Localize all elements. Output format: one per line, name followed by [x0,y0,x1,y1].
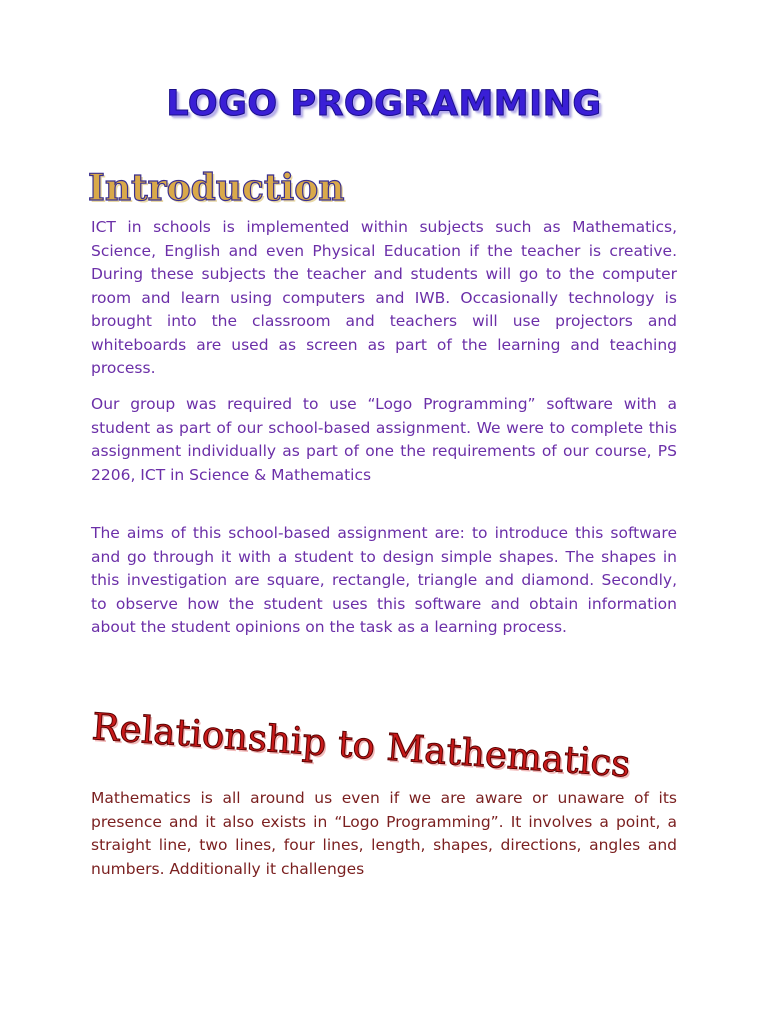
intro-paragraph-2: Our group was required to use “Logo Programming” software with a student as part of our school-based assignment. We were to complete this assignment individually as part of one the requirements of our course, PS 2206, ICT in Science & Mathematics [91,395,677,484]
document-title: LOGO PROGRAMMING [166,84,602,124]
relationship-paragraph: Mathematics is all around us even if we are aware or unaware of its presence and it also exists in “Logo Programming”. It involves a point, a straight line, two lines, four lines, length, shapes, directions, angles and numbers. Additionally it challenges [91,789,677,878]
intro-paragraph-1: ICT in schools is implemented within subjects such as Mathematics, Science, English and even Physical Education if the teacher is creative. During these subjects the teacher and students will go to the computer room and learn using computers and IWB. Occasionally technology is brought into the classroom and teachers will use projectors and whiteboards are used as screen as part of the learning and teaching process. [91,218,677,377]
introduction-heading: Introduction [88,167,345,209]
intro-paragraph-3: The aims of this school-based assignment are: to introduce this software and go through it with a student to design simple shapes. The shapes in this investigation are square, rectangle, triangle and diamond. Secondly, to observe how the student uses this software and obtain information about the student opinions on the task as a learning process. [91,524,677,636]
relationship-heading: Relationship to Mathematics [90,705,632,786]
